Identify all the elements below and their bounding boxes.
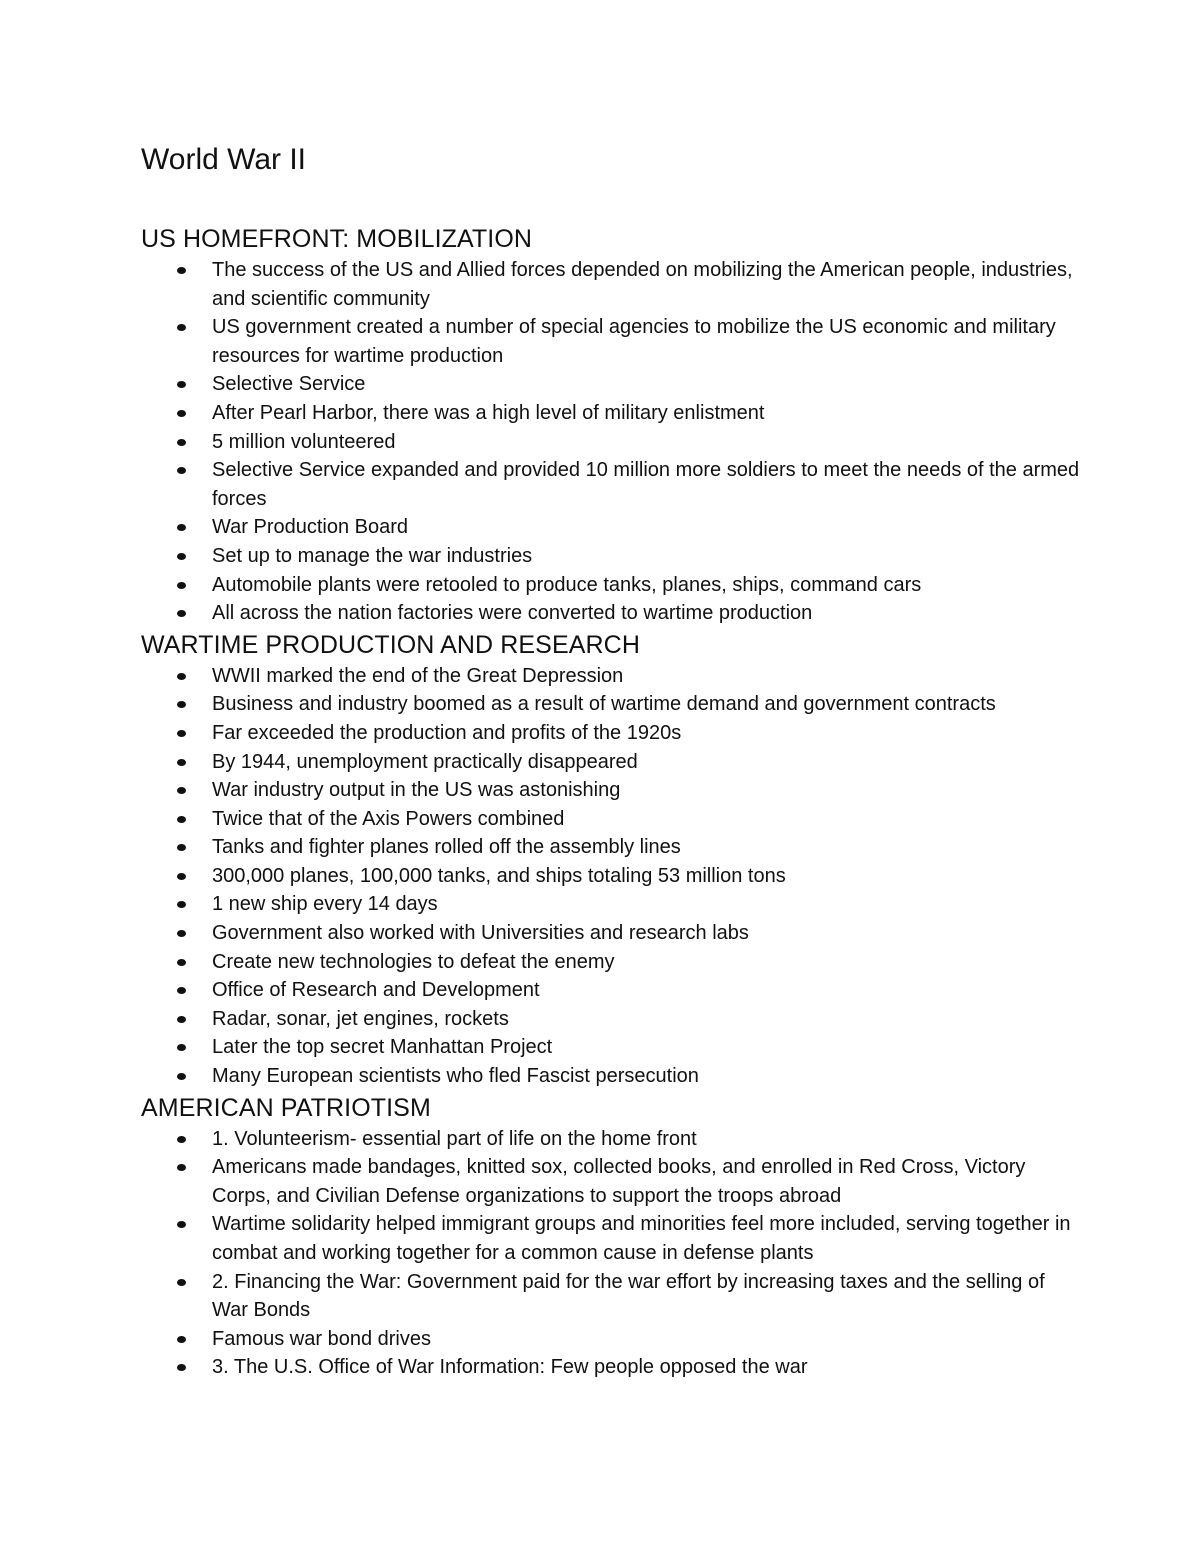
list-item-text: Many European scientists who fled Fascist persecution: [212, 1065, 699, 1088]
bullet-icon: [177, 1044, 186, 1051]
bullet-icon: [177, 1164, 186, 1171]
list-item: [141, 1210, 1081, 1267]
bullet-icon: [177, 701, 186, 708]
bullet-icon: [177, 1016, 186, 1023]
list-item-text: 300,000 planes, 100,000 tanks, and ships totaling 53 million tons: [212, 864, 786, 887]
list-item: [141, 513, 1081, 542]
list-item: [141, 1268, 1081, 1325]
bullet-icon: [177, 787, 186, 794]
list-item: [141, 948, 1081, 977]
list-item: [141, 1325, 1081, 1354]
bullet-list: [141, 1125, 1081, 1382]
list-item: [141, 1353, 1081, 1382]
bullet-icon: [177, 730, 186, 737]
list-item-text: All across the nation factories were converted to wartime production: [212, 602, 813, 625]
bullet-icon: [177, 467, 186, 474]
list-item-text: Twice that of the Axis Powers combined: [212, 807, 565, 830]
bullet-icon: [177, 1364, 186, 1371]
list-item-text: Set up to manage the war industries: [212, 544, 533, 567]
bullet-icon: [177, 759, 186, 766]
list-item-text: Selective Service: [212, 373, 366, 396]
list-item: [141, 890, 1081, 919]
bullet-icon: [177, 844, 186, 851]
list-item-text: US government created a number of special agencies to mobilize the US economic and military resources for wartime production: [212, 316, 1056, 367]
list-item-text: Famous war bond drives: [212, 1327, 431, 1350]
list-item-text: War Production Board: [212, 516, 409, 539]
list-item-text: Wartime solidarity helped immigrant groups and minorities feel more included, serving together in combat and working together for a common cause in defense plants: [212, 1213, 1071, 1264]
list-item: [141, 1033, 1081, 1062]
list-item-text: The success of the US and Allied forces depended on mobilizing the American people, industries, and scientific community: [212, 259, 1073, 310]
list-item-text: 1. Volunteerism- essential part of life on the home front: [212, 1127, 697, 1150]
list-item-text: Business and industry boomed as a result of wartime demand and government contracts: [212, 693, 996, 716]
bullet-icon: [177, 816, 186, 823]
bullet-icon: [177, 1221, 186, 1228]
bullet-icon: [177, 439, 186, 446]
list-item-text: After Pearl Harbor, there was a high level of military enlistment: [212, 401, 765, 424]
list-item: [141, 690, 1081, 719]
list-item: [141, 428, 1081, 457]
bullet-icon: [177, 1136, 186, 1143]
list-item-text: Americans made bandages, knitted sox, collected books, and enrolled in Red Cross, Victory Corps, and Civilian Defense organizations to support the troops abroad: [212, 1156, 1026, 1207]
section-heading: AMERICAN PATRIOTISM: [141, 1093, 431, 1122]
list-item: [141, 370, 1081, 399]
list-item-text: Automobile plants were retooled to produce tanks, planes, ships, command cars: [212, 573, 922, 596]
section: [141, 222, 1081, 628]
list-item-text: Tanks and fighter planes rolled off the assembly lines: [212, 836, 681, 859]
list-item: [141, 1125, 1081, 1154]
list-item: [141, 805, 1081, 834]
bullet-icon: [177, 381, 186, 388]
list-item: [141, 833, 1081, 862]
list-item: [141, 399, 1081, 428]
list-item-text: Later the top secret Manhattan Project: [212, 1036, 553, 1059]
bullet-icon: [177, 959, 186, 966]
list-item-text: Create new technologies to defeat the enemy: [212, 950, 615, 973]
list-item: [141, 662, 1081, 691]
list-item: [141, 456, 1081, 513]
bullet-icon: [177, 901, 186, 908]
list-item-text: 2. Financing the War: Government paid for the war effort by increasing taxes and the selling of War Bonds: [212, 1270, 1045, 1322]
list-item-text: Selective Service expanded and provided 10 million more soldiers to meet the needs of the armed forces: [212, 459, 1080, 510]
list-item-text: 1 new ship every 14 days: [212, 893, 438, 916]
list-item: [141, 542, 1081, 571]
document-title: World War II: [141, 143, 307, 176]
list-item-text: Office of Research and Development: [212, 979, 540, 1002]
bullet-list: [141, 256, 1081, 628]
bullet-list: [141, 662, 1081, 1091]
bullet-icon: [177, 1279, 186, 1286]
bullet-icon: [177, 610, 186, 617]
list-item: [141, 748, 1081, 777]
bullet-icon: [177, 1073, 186, 1080]
list-item-text: 5 million volunteered: [212, 430, 396, 453]
list-item-text: 3. The U.S. Office of War Information: Few people opposed the war: [212, 1356, 808, 1379]
section: [141, 1091, 1081, 1382]
document-body: [141, 222, 1081, 1382]
list-item-text: War industry output in the US was astonishing: [212, 779, 621, 802]
bullet-icon: [177, 1336, 186, 1343]
list-item-text: Government also worked with Universities and research labs: [212, 922, 749, 945]
list-item: [141, 1062, 1081, 1091]
list-item: [141, 719, 1081, 748]
bullet-icon: [177, 553, 186, 560]
section: [141, 628, 1081, 1091]
list-item: [141, 313, 1081, 370]
list-item: [141, 1005, 1081, 1034]
list-item-text: Far exceeded the production and profits of the 1920s: [212, 721, 682, 744]
list-item-text: WWII marked the end of the Great Depression: [212, 664, 624, 687]
bullet-icon: [177, 524, 186, 531]
section-heading: WARTIME PRODUCTION AND RESEARCH: [141, 630, 640, 659]
list-item: [141, 976, 1081, 1005]
bullet-icon: [177, 324, 186, 331]
list-item: [141, 599, 1081, 628]
list-item: [141, 776, 1081, 805]
bullet-icon: [177, 873, 186, 880]
bullet-icon: [177, 987, 186, 994]
list-item-text: By 1944, unemployment practically disappeared: [212, 750, 638, 773]
list-item: [141, 571, 1081, 600]
section-heading: US HOMEFRONT: MOBILIZATION: [141, 225, 533, 253]
list-item: [141, 919, 1081, 948]
bullet-icon: [177, 410, 186, 417]
list-item-text: Radar, sonar, jet engines, rockets: [212, 1007, 509, 1030]
list-item: [141, 1153, 1081, 1210]
bullet-icon: [177, 582, 186, 589]
bullet-icon: [177, 267, 186, 274]
bullet-icon: [177, 930, 186, 937]
bullet-icon: [177, 673, 186, 680]
list-item: [141, 862, 1081, 891]
list-item: [141, 256, 1081, 313]
